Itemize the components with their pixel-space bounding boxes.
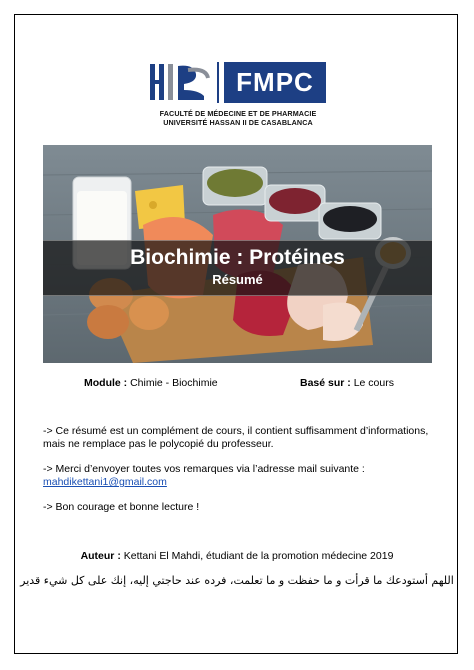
university-emblem-icon — [148, 60, 212, 104]
logo-divider — [217, 62, 219, 103]
fmpc-logo — [148, 60, 328, 128]
cover-subtitle: Résumé — [212, 272, 263, 287]
fmpc-wordmark: FMPC — [224, 62, 326, 103]
source-label: Basé sur : — [300, 377, 351, 389]
module-value: Chimie - Biochimie — [130, 377, 218, 389]
author-line — [0, 550, 474, 562]
author-label: Auteur : — [80, 550, 121, 562]
author-value: Kettani El Mahdi, étudiant de la promotion médecine 2019 — [123, 550, 394, 562]
contact-paragraph — [43, 463, 435, 489]
contact-text: -> Merci d’envoyer toutes vos remarques via l’adresse mail suivante : — [43, 463, 365, 475]
closing-paragraph: -> Bon courage et bonne lecture ! — [43, 501, 200, 513]
disclaimer-paragraph: -> Ce résumé est un complément de cours, il contient suffisamment d’informations, mais ne remplace pas le polycopié du professeur. — [43, 425, 429, 450]
module-label: Module : — [84, 377, 128, 389]
email-link[interactable]: mahdikettani1@gmail.com — [43, 476, 167, 488]
university-name: UNIVERSITÉ HASSAN II DE CASABLANCA — [163, 118, 313, 127]
source-value: Le cours — [353, 377, 394, 389]
cover-banner — [43, 240, 432, 296]
module-info — [84, 377, 218, 389]
cover-title: Biochimie : Protéines — [130, 246, 345, 269]
arabic-prayer: اللهم أستودعك ما قرأت و ما حفظت و ما تعلمت، فرده عند حاجتي إليه، إنك على كل شيء قدير — [20, 574, 454, 587]
source-info — [300, 377, 394, 389]
faculty-name: FACULTÉ DE MÉDECINE ET DE PHARMACIE — [159, 109, 317, 118]
cover-image — [43, 145, 432, 363]
